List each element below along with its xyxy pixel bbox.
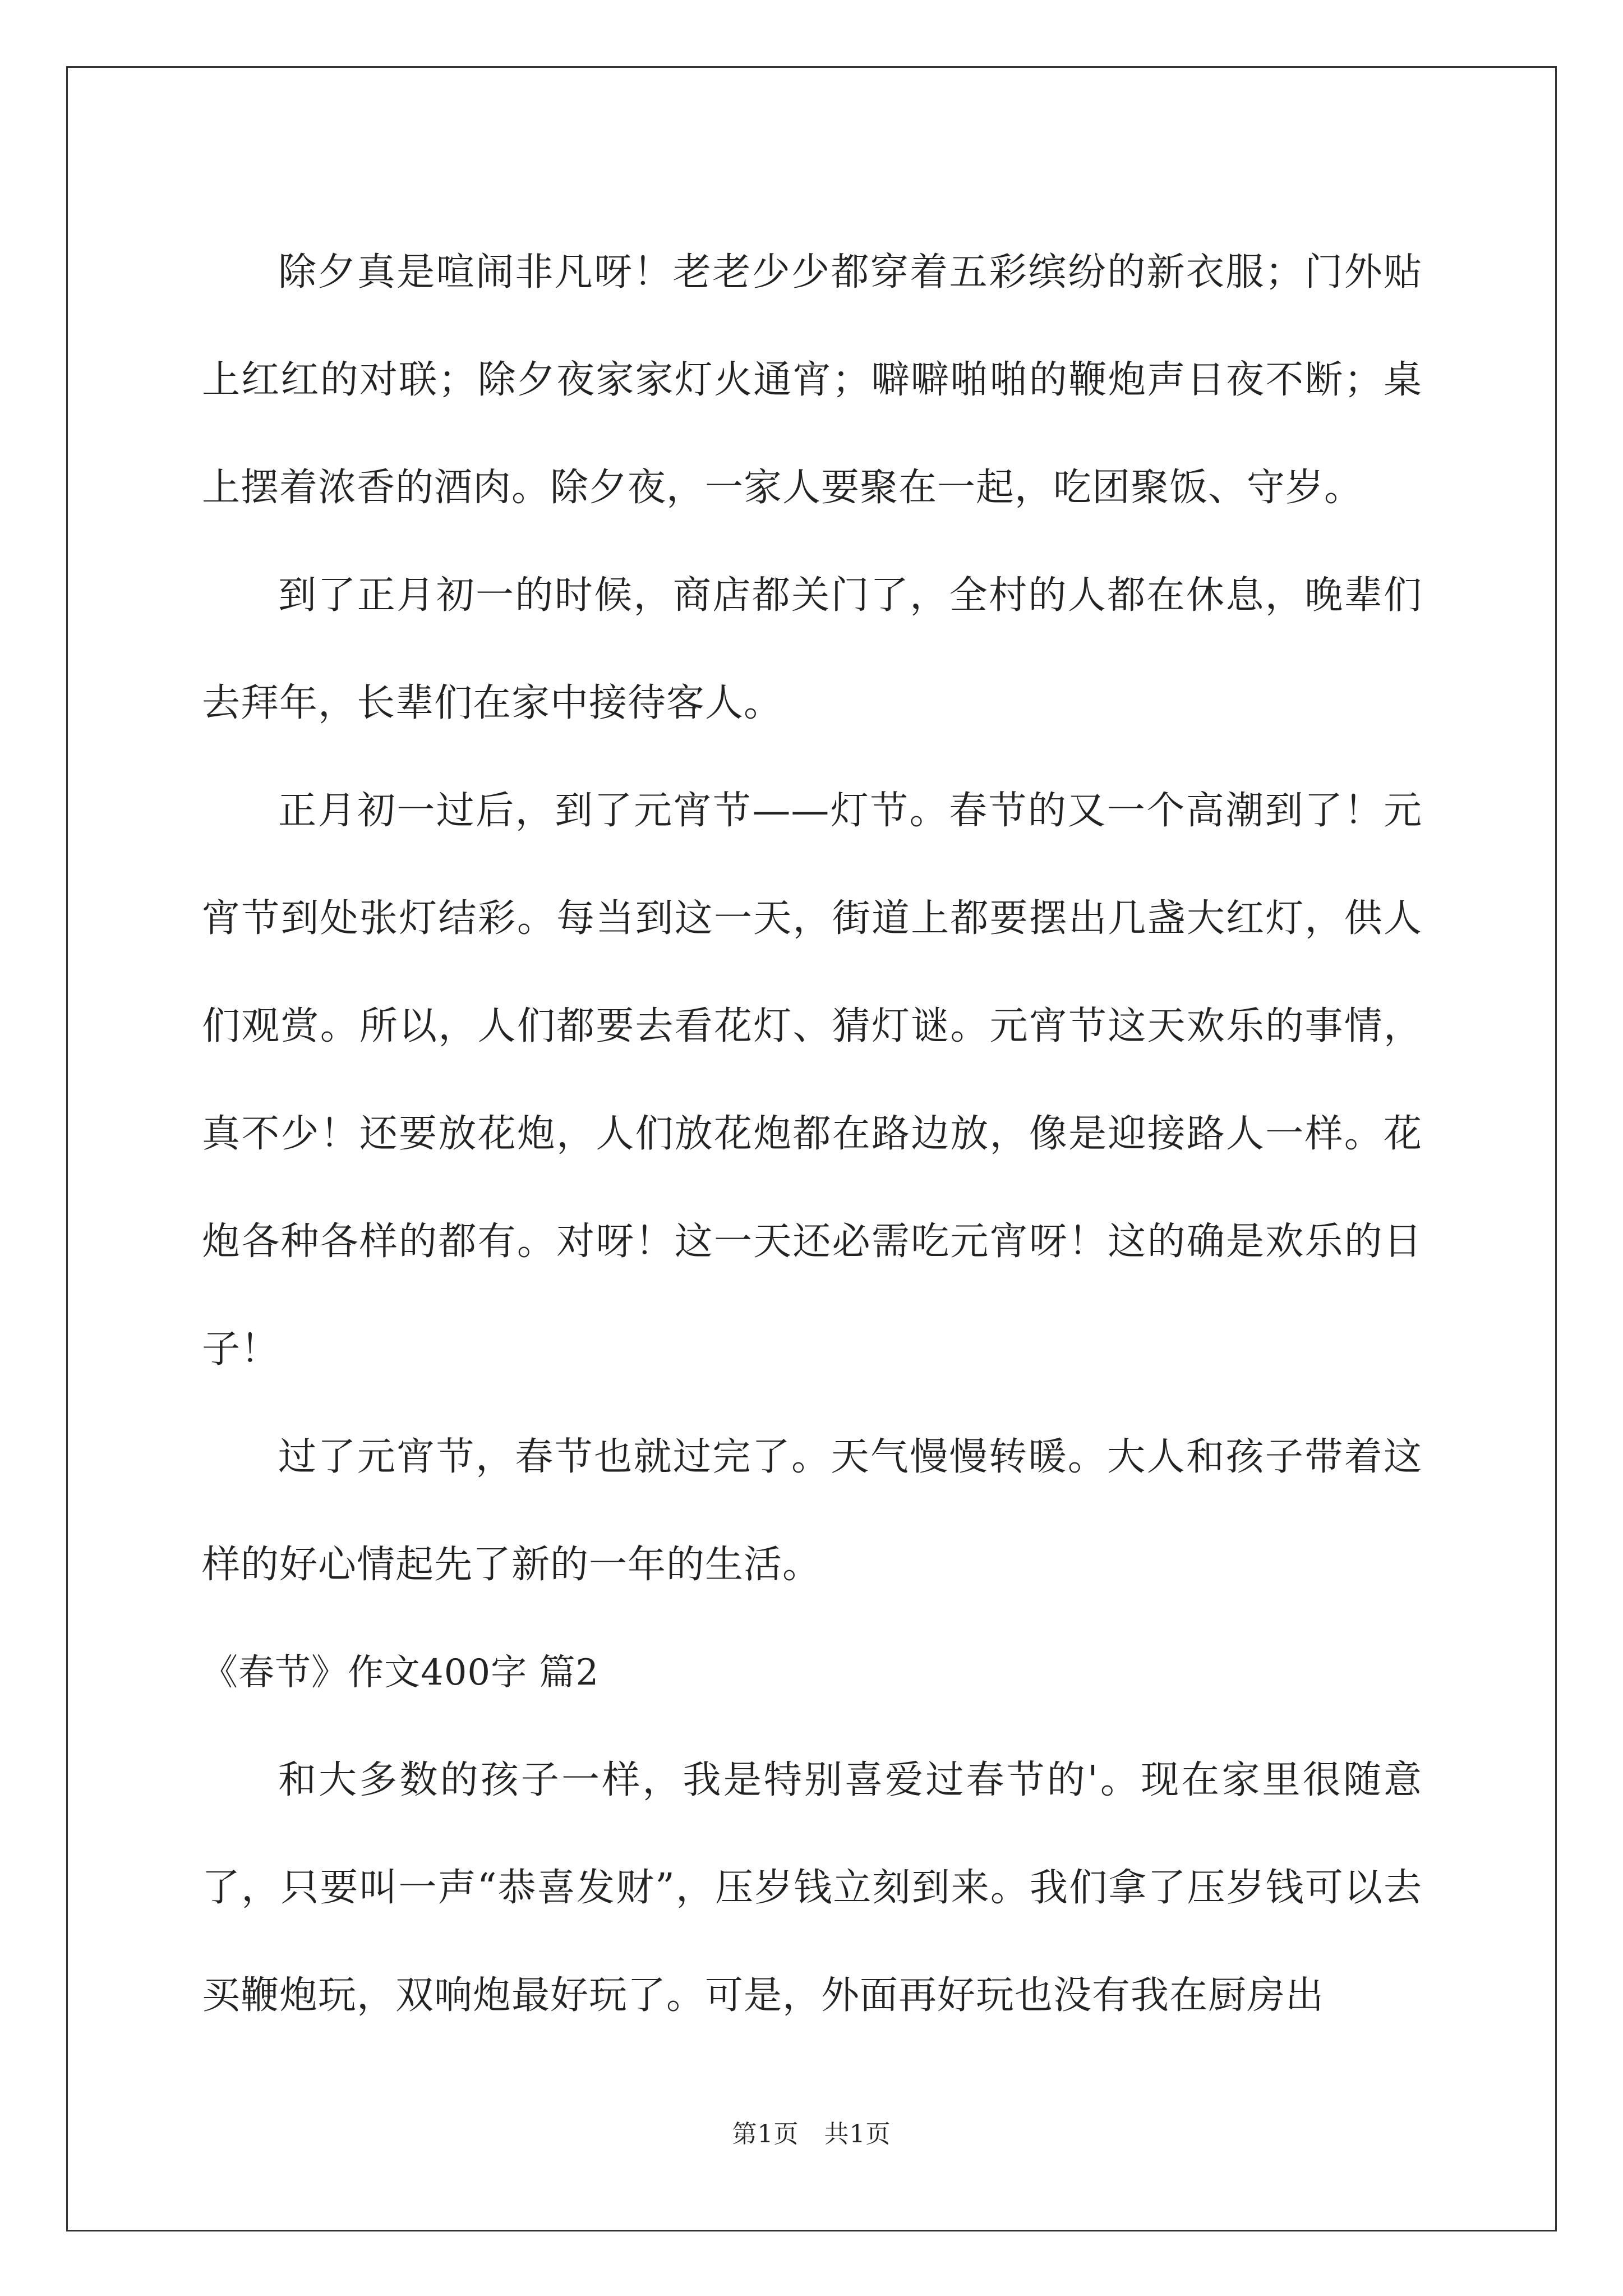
paragraph-4: 过了元宵节，春节也就过完了。天气慢慢转暖。大人和孩子带着这样的好心情起先了新的一年的生活。 [202,1435,1422,1587]
page-number: 第1页 共1页 [732,2120,891,2148]
paragraph-3: 正月初一过后，到了元宵节——灯节。春节的又一个高潮到了！元宵节到处张灯结彩。每当到这一天，街道上都要摆出几盏大红灯，供人们观赏。所以，人们都要去看花灯、猜灯谜。元宵节这天欢乐的事情，真不少！还要放花炮，人们放花炮都在路边放，像是迎接路人一样。花炮各种各样的都有。对呀！这一天还必需吃元宵呀！这的确是欢乐的日子！ [202,789,1422,1372]
paragraph-5: 和大多数的孩子一样，我是特别喜爱过春节的'。现在家里很随意了，只要叫一声“恭喜发财”，压岁钱立刻到来。我们拿了压岁钱可以去买鞭炮玩，双响炮最好玩了。可是，外面再好玩也没有我在厨房出 [202,1758,1422,2018]
document-body [202,219,1422,2050]
section-heading: 《春节》作文400字 篇2 [202,1652,600,1694]
paragraph-2: 到了正月初一的时候，商店都关门了，全村的人都在休息，晚辈们去拜年，长辈们在家中接待客人。 [202,573,1422,725]
paragraph-1: 除夕真是喧闹非凡呀！老老少少都穿着五彩缤纷的新衣服；门外贴上红红的对联；除夕夜家家灯火通宵；噼噼啪啪的鞭炮声日夜不断；桌上摆着浓香的酒肉。除夕夜，一家人要聚在一起，吃团聚饭、守岁。 [202,250,1422,510]
